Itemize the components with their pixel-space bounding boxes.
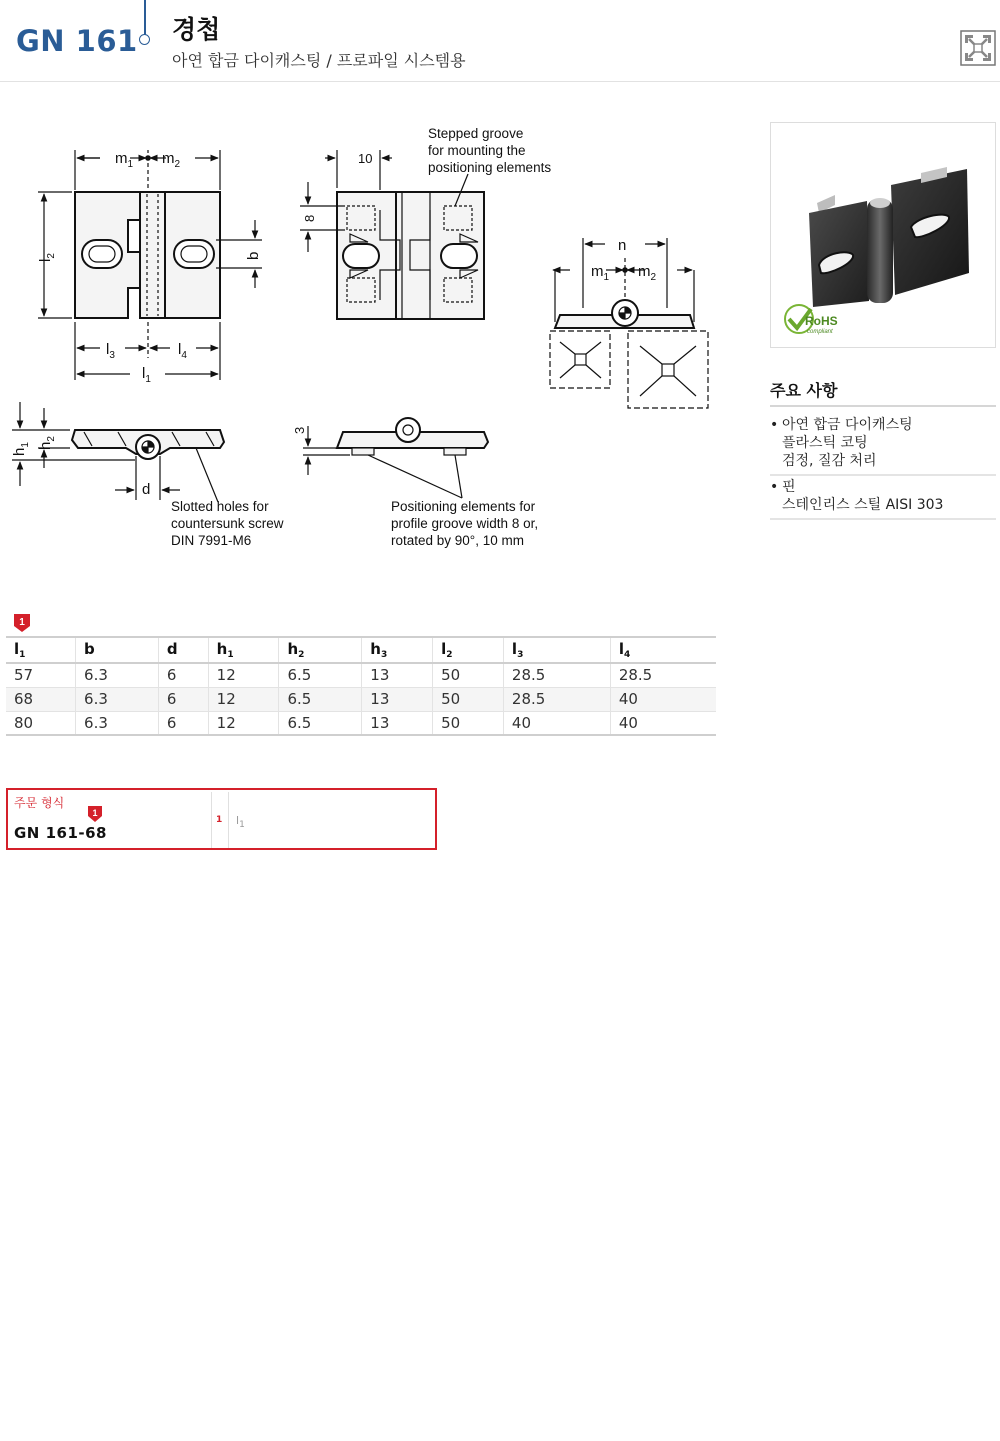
dim-l3: $l_3$ [106,341,115,361]
profile-view [550,238,708,408]
col-l3: $l_3$ [503,637,610,663]
dim-l1: $l_1$ [142,365,151,385]
svg-text:RoHS: RoHS [805,314,838,328]
product-photo [770,122,996,348]
dim-m2-profile: $m_2$ [638,263,657,283]
back-view [300,150,484,319]
note-slotted-2: countersunk screw [171,516,284,531]
note-slotted-1: Slotted holes for [171,499,269,514]
front-view [38,150,262,380]
col-d: d [158,637,208,663]
col-h2: $h_2$ [279,637,362,663]
header-divider [144,0,146,36]
note-positioning-2: profile groove width 8 or, [391,516,539,531]
table-marker [14,614,30,632]
feature-item: • 핀 스테인리스 스틸 AISI 303 [770,476,996,520]
dim-three: 3 [292,426,307,434]
hinge-image [771,123,995,347]
col-h3: $h_3$ [362,637,433,663]
dim-l2: $l_2$ [37,253,57,262]
table-row: 57 6.3 6 12 6.5 13 50 28.5 28.5 [6,663,716,687]
side-section-positioning [303,418,488,498]
order-num: 1 [216,815,223,825]
table-header-row [6,637,716,663]
note-positioning-3: rotated by 90°, 10 mm [391,533,524,548]
page-header [0,0,1000,82]
features-rule [770,405,996,407]
col-h1: $h_1$ [208,637,279,663]
dim-d: d [142,481,151,498]
side-section-view [12,402,224,502]
svg-text:compliant: compliant [807,329,833,335]
dim-h1: $h_1$ [11,442,31,456]
dim-b: b [245,251,262,260]
col-l2: $l_2$ [433,637,504,663]
features-list [770,414,996,520]
note-stepped-3: positioning elements [428,160,552,175]
features-title: 주요 사항 [770,381,838,400]
col-b: b [76,637,159,663]
svg-text:1: 1 [92,808,98,818]
product-code: GN 161 [16,24,138,58]
order-divider [228,792,229,848]
page-subtitle: 아연 합금 다이캐스팅 / 프로파일 시스템용 [172,51,466,70]
col-l4: $l_4$ [610,637,716,663]
dim-ten: 10 [358,151,373,166]
order-example-box [6,788,437,850]
note-slotted-3: DIN 7991-M6 [171,533,252,548]
order-code: GN 161-68 [14,824,107,842]
dim-m1-profile: $m_1$ [591,263,610,283]
dim-h2: $h_2$ [37,436,57,450]
table-row: 68 6.3 6 12 6.5 13 50 28.5 40 [6,687,716,711]
dim-m1: $m_1$ [115,150,134,170]
order-variable: $l_1$ [236,814,245,830]
note-stepped-1: Stepped groove [428,126,524,141]
header-divider-dot [139,34,150,45]
order-label: 주문 형식 [14,796,65,810]
dim-eight: 8 [302,214,317,222]
technical-drawing [0,110,760,580]
feature-item: • 아연 합금 다이캐스팅 플라스틱 코팅 검정, 질감 처리 [770,414,996,476]
svg-text:1: 1 [19,617,25,628]
rohs-badge [785,305,838,335]
dimensions-table [6,636,716,736]
table-row: 80 6.3 6 12 6.5 13 50 40 40 [6,711,716,735]
note-positioning-1: Positioning elements for [391,499,536,514]
dim-l4: $l_4$ [178,341,187,361]
order-divider [211,792,212,848]
order-marker [88,806,104,824]
note-stepped-2: for mounting the [428,143,526,158]
dim-n: n [618,237,627,254]
page-title: 경첩 [172,15,221,44]
col-l1: $l_1$ [6,637,76,663]
dim-m2: $m_2$ [162,150,181,170]
profile-system-icon [960,30,996,66]
